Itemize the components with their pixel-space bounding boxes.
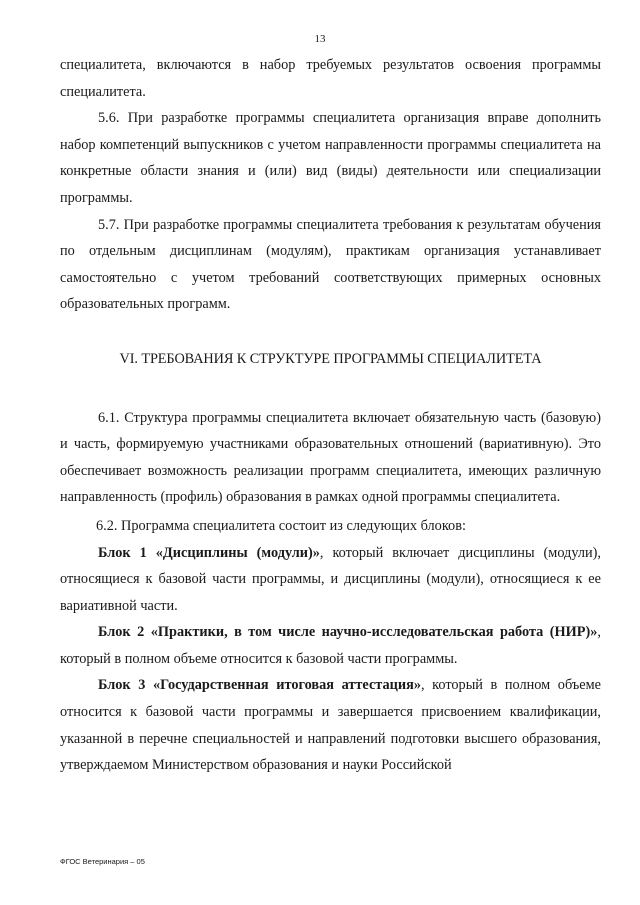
document-body	[60, 52, 601, 779]
document-footer: ФГОС Ветеринария – 05	[60, 857, 145, 866]
paragraph-6-1: 6.1. Структура программы специалитета включает обязательную часть (базовую) и часть, формируемую участниками образовательных отношений (вариативную). Это обеспечивает возможность реализации программ специалитета, имеющих различную направленность (профиль) образования в рамках одной программы специалитета.	[60, 409, 601, 506]
page-number: 13	[314, 33, 326, 45]
block-2-text: , который в полном объеме относится к базовой части программы.	[60, 624, 601, 667]
paragraph-block-2	[60, 619, 601, 672]
block-2-title: Блок 2 «Практики, в том числе научно-исследовательская работа (НИР)»	[98, 624, 598, 641]
paragraph-6-2: 6.2. Программа специалитета состоит из следующих блоков:	[96, 517, 466, 534]
paragraph-continuation: специалитета, включаются в набор требуемых результатов освоения программы специалитета.	[60, 57, 601, 100]
block-3-text: , который в полном объеме относится к базовой части программы и завершается присвоением квалификации, указанной в перечне специальностей и направлений подготовки высшего образования, утверждаемом Министерством образования и науки Российской	[60, 677, 601, 774]
paragraph-5-7: 5.7. При разработке программы специалитета требования к результатам обучения по отдельным дисциплинам (модулям), практикам организация устанавливает самостоятельно с учетом требований соответствующих примерных основных образовательных программ.	[60, 216, 601, 313]
block-3-title: Блок 3 «Государственная итоговая аттестация»	[98, 677, 421, 694]
paragraph-block-3	[60, 672, 601, 778]
paragraph-5-6: 5.6. При разработке программы специалитета организация вправе дополнить набор компетенций выпускников с учетом направленности программы специалитета на конкретные области знания и (или) вид (виды) деятельности или специализации программы.	[60, 110, 601, 206]
block-1-text: , который включает дисциплины (модули), относящиеся к базовой части программы, и дисциплины (модули), относящиеся к ее вариативной части.	[60, 544, 601, 614]
section-heading: VI. ТРЕБОВАНИЯ К СТРУКТУРЕ ПРОГРАММЫ СПЕЦИАЛИТЕТА	[119, 350, 542, 367]
paragraph-block-1	[60, 540, 601, 620]
block-1-title: Блок 1 «Дисциплины (модули)»	[98, 544, 320, 561]
